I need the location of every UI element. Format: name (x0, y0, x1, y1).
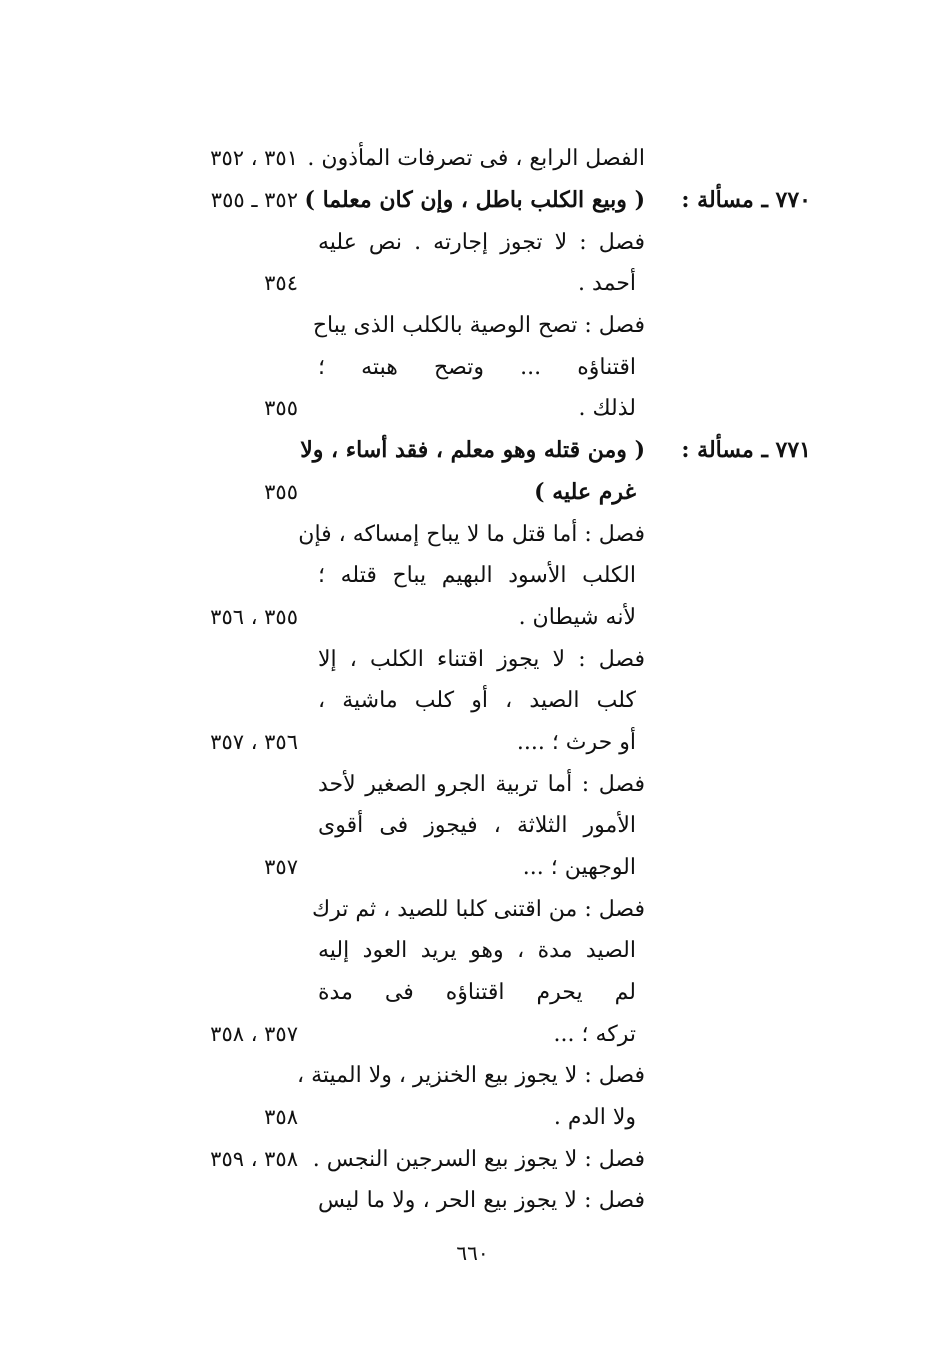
page-reference: ٣٥٤ (264, 271, 298, 295)
index-entry-text: الأمور الثلاثة ، فيجوز فى أقوى (318, 813, 636, 838)
index-line (0, 180, 945, 221)
index-line (0, 263, 945, 304)
index-line (0, 347, 945, 388)
index-line (0, 805, 945, 846)
index-entry-text: لأنه شيطان . (518, 605, 636, 630)
index-entry-text: الوجهين ؛ ... (522, 855, 636, 880)
page-reference: ٣٥٧ (264, 855, 298, 879)
index-entry-text: فصل : لا يجوز بيع السرجين النجس . (312, 1147, 645, 1172)
index-line (0, 889, 945, 930)
index-entry-text: أو حرث ؛ .... (516, 730, 636, 755)
index-entry-text: الصيد مدة ، وهو يريد العود إليه (318, 938, 636, 963)
page-reference: ٣٥١ ، ٣٥٢ (210, 146, 298, 170)
index-line (0, 639, 945, 680)
index-line (0, 680, 945, 721)
index-entry-text: فصل : أما قتل ما لا يباح إمساكه ، فإن (298, 522, 645, 547)
page-reference: ٣٥٥ ، ٣٥٦ (210, 605, 298, 629)
index-entry-text: تركه ؛ ... (553, 1022, 636, 1047)
index-entry-text: لم يحرم اقتناؤه فى مدة (318, 980, 636, 1005)
index-line (0, 305, 945, 346)
index-line (0, 555, 945, 596)
page-reference: ٣٥٨ ، ٣٥٩ (210, 1147, 298, 1171)
page-reference: ٣٥٦ ، ٣٥٧ (210, 730, 298, 754)
index-entry-text: الكلب الأسود البهيم يباح قتله ؛ (318, 563, 636, 588)
page-number: ٦٦٠ (456, 1241, 489, 1265)
index-line (0, 514, 945, 555)
index-line (0, 930, 945, 971)
issue-heading-text: ( ومن قتله وهو معلم ، فقد أساء ، ولا (300, 437, 645, 463)
page-reference: ٣٥٥ (264, 480, 298, 504)
index-line (0, 972, 945, 1013)
index-line (0, 722, 945, 763)
index-entry-text: الفصل الرابع ، فى تصرفات المأذون . (307, 146, 645, 171)
index-line (0, 1180, 945, 1221)
page-reference: ٣٥٥ (264, 396, 298, 420)
issue-heading-text: غرم عليه ) (534, 479, 636, 505)
index-line (0, 222, 945, 263)
index-entry-text: فصل : تصح الوصية بالكلب الذى يباح (312, 313, 645, 338)
index-line (0, 847, 945, 888)
index-line (0, 1097, 945, 1138)
index-line (0, 1139, 945, 1180)
index-line (0, 430, 945, 471)
issue-heading-text: ( وبيع الكلب باطل ، وإن كان معلما ) (304, 187, 645, 213)
index-entry-text: اقتناؤه ... وتصح هبته ؛ (318, 355, 636, 380)
index-line (0, 138, 945, 179)
index-entry-text: فصل : لا يجوز اقتناء الكلب ، إلا (318, 647, 645, 672)
index-entry-text: أحمد . (578, 271, 636, 296)
index-line (0, 1014, 945, 1055)
page-reference: ٣٥٢ ـ ٣٥٥ (210, 188, 298, 212)
index-entry-text: لذلك . (578, 396, 636, 421)
index-entry-text: فصل : لا تجوز إجارته . نص عليه (318, 230, 645, 255)
page-reference: ٣٥٧ ، ٣٥٨ (210, 1022, 298, 1046)
index-line (0, 388, 945, 429)
index-line (0, 764, 945, 805)
index-entry-text: ولا الدم . (553, 1105, 636, 1130)
issue-number-label: ٧٧٠ ـ مسألة : (681, 187, 811, 213)
index-entry-text: فصل : من اقتنى كلبا للصيد ، ثم ترك (312, 897, 645, 922)
index-line (0, 472, 945, 513)
index-line (0, 1055, 945, 1096)
index-entry-text: فصل : لا يجوز بيع الخنزير ، ولا الميتة ، (297, 1063, 645, 1088)
issue-number-label: ٧٧١ ـ مسألة : (681, 437, 811, 463)
index-entry-text: فصل : أما تربية الجرو الصغير لأحد (318, 772, 645, 797)
index-entry-text: فصل : لا يجوز بيع الحر ، ولا ما ليس (318, 1188, 645, 1213)
index-entry-text: كلب الصيد ، أو كلب ماشية ، (318, 688, 636, 713)
page-reference: ٣٥٨ (264, 1105, 298, 1129)
index-line (0, 597, 945, 638)
